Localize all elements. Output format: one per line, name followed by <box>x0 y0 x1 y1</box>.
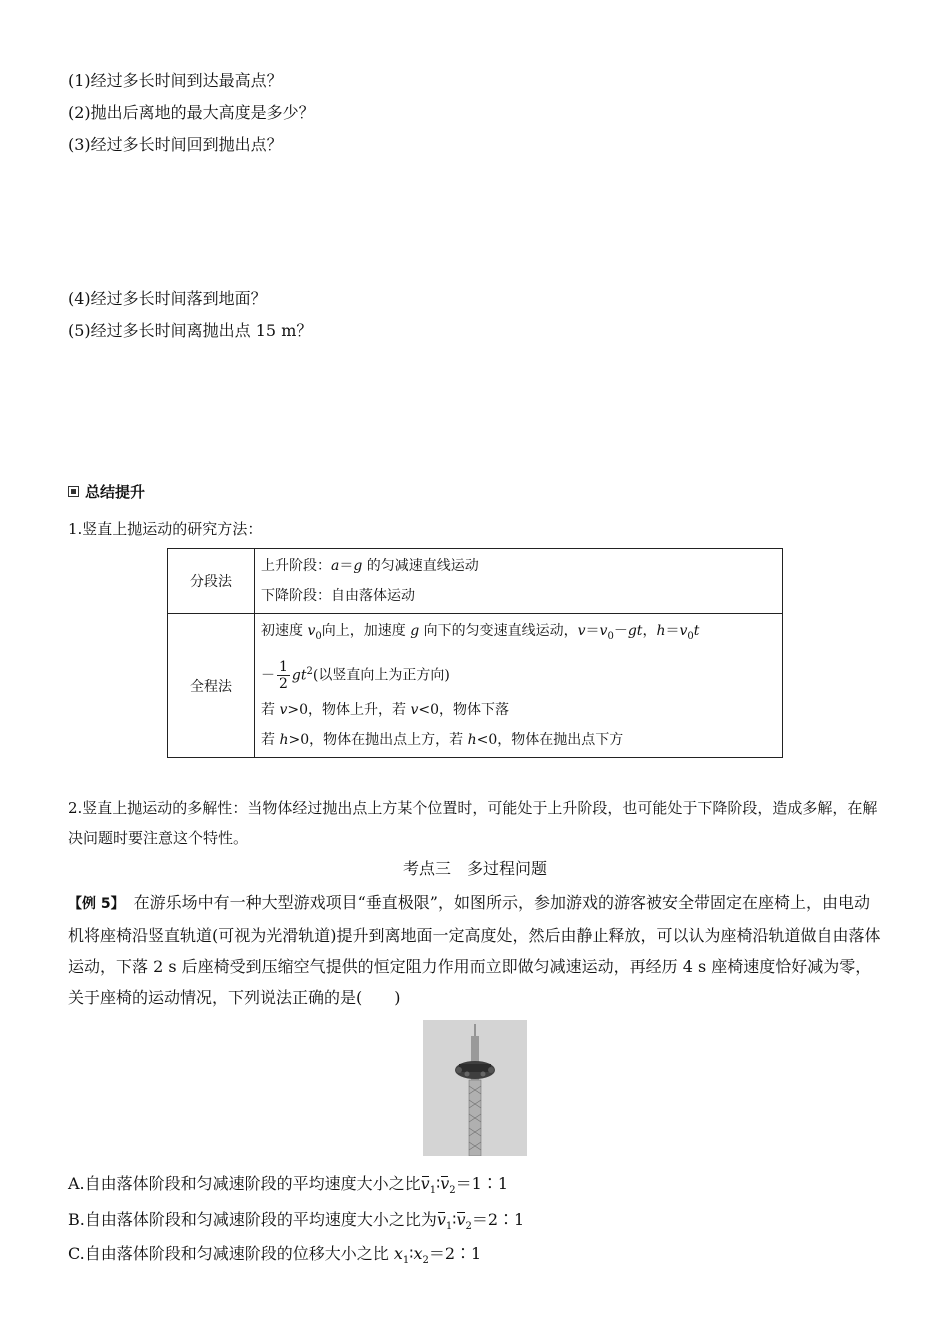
summary-item-1-title: 1.竖直上抛运动的研究方法： <box>68 520 263 538</box>
question-2: (2)抛出后离地的最大高度是多少？ <box>68 103 315 122</box>
summary-item-2: 2.竖直上抛运动的多解性：当物体经过抛出点上方某个位置时，可能处于上升阶段，也可能处于下降阶段，造成多解，在解决问题时要注意这个特性。 <box>68 799 878 847</box>
option-b[interactable]: B.自由落体阶段和匀减速阶段的平均速度大小之比为$v_1∶v_2=2∶1$ <box>68 1210 525 1233</box>
example-paragraph <box>68 887 883 1013</box>
question-3: (3)经过多长时间回到抛出点？ <box>68 135 283 154</box>
example-text: 在游乐场中有一种大型游戏项目“垂直极限”，如图所示，参加游戏的游客被安全带固定在座椅上，由电动机将座椅沿竖直轨道(可视为光滑轨道)提升到离地面一定高度处，然后由静止释放，可以认为座椅沿轨道做自由落体运动，下落 2 s 后座椅受到压缩空气提供的恒定阻力作用而立即做匀减速运动，再经历 4 s 座椅速度恰好减为零，关于座椅的运动情况，下列说法正确的是( ) <box>68 893 881 1007</box>
table-line: 若 v>0，物体上升，若 v<0，物体下落 <box>261 702 510 719</box>
method-content <box>255 549 783 614</box>
option-c[interactable]: C.自由落体阶段和匀减速阶段的位移大小之比 $x_1∶x_2=2∶1$ <box>68 1244 482 1267</box>
option-a[interactable]: A.自由落体阶段和匀减速阶段的平均速度大小之比$v_1∶v_2=1∶1$ <box>68 1174 509 1197</box>
section-title: 考点三 多过程问题 <box>402 859 547 878</box>
method-label: 分段法 <box>168 549 255 614</box>
table-line: 下降阶段：自由落体运动 <box>261 588 415 604</box>
example-tag: 【例 5】 <box>68 896 118 912</box>
table-line: 初速度 $v_0$向上，加速度 g 向下的匀变速直线运动，$v=v_0-gt$，$h=v_0t$ <box>261 623 700 642</box>
method-label: 全程法 <box>168 614 255 758</box>
method-table <box>167 548 783 758</box>
table-line: 上升阶段：a＝g 的匀减速直线运动 <box>261 558 479 574</box>
method-content <box>255 614 783 758</box>
summary-heading-text: 总结提升 <box>85 483 146 501</box>
drop-tower-photo <box>423 1020 527 1156</box>
drop-tower-illustration <box>423 1020 527 1156</box>
table-line: － $\frac{1}{2}$ $gt^2$(以竖直向上为正方向) <box>261 658 450 692</box>
fraction-one-half: $\frac{1}{2}$ <box>279 658 288 692</box>
table-row <box>168 614 783 758</box>
table-line: 若 h>0，物体在抛出点上方，若 h<0，物体在抛出点下方 <box>261 732 624 749</box>
question-4: (4)经过多长时间落到地面？ <box>68 289 267 308</box>
square-bullet-icon <box>68 486 79 497</box>
table-row <box>168 549 783 614</box>
summary-heading <box>68 481 145 502</box>
question-1: (1)经过多长时间到达最高点？ <box>68 71 283 90</box>
question-5: (5)经过多长时间离抛出点 15 m？ <box>68 321 313 340</box>
